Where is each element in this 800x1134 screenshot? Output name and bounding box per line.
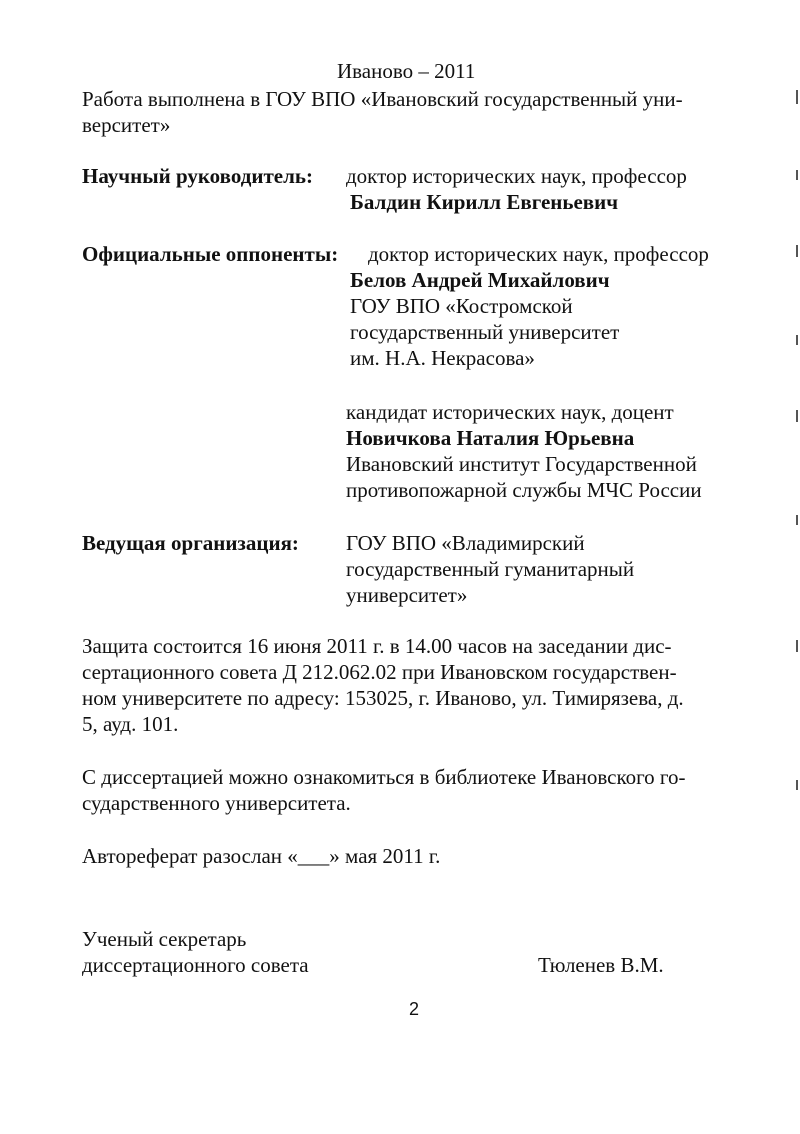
opponent-2-name: Новичкова Наталия Юрьевна (346, 426, 635, 450)
opponent-2-degree: кандидат исторических наук, доцент (346, 400, 674, 424)
supervisor-label: Научный руководитель: (82, 164, 313, 188)
scan-edge-mark (796, 640, 798, 652)
opponent-2-org-line-2: противопожарной службы МЧС России (346, 478, 702, 502)
defense-line-2: сертационного совета Д 212.062.02 при Ивановском государствен- (82, 660, 677, 684)
work-done-line-2: верситет» (82, 113, 171, 137)
leading-org-line-2: государственный гуманитарный (346, 557, 635, 581)
mailing-date: Автореферат разослан «___» мая 2011 г. (82, 844, 441, 868)
library-line-2: сударственного университета. (82, 791, 351, 815)
secretary-title-line-1: Ученый секретарь (82, 927, 247, 951)
work-done-line-1: Работа выполнена в ГОУ ВПО «Ивановский государственный уни- (82, 87, 683, 111)
opponent-1-org-line-3: им. Н.А. Некрасова» (350, 346, 535, 370)
defense-line-1: Защита состоится 16 июня 2011 г. в 14.00 часов на заседании дис- (82, 634, 672, 658)
opponent-1-name: Белов Андрей Михайлович (350, 268, 610, 292)
defense-line-3: ном университете по адресу: 153025, г. Иваново, ул. Тимирязева, д. (82, 686, 684, 710)
city-year-heading: Иваново – 2011 (337, 59, 476, 83)
page-number: 2 (409, 999, 420, 1019)
scan-edge-mark (796, 170, 798, 180)
scan-edge-mark (796, 410, 798, 422)
supervisor-degree: доктор исторических наук, профессор (346, 164, 687, 188)
scan-edge-mark (796, 780, 798, 790)
scan-edge-mark (796, 515, 798, 525)
scan-edge-mark (796, 245, 798, 257)
supervisor-name: Балдин Кирилл Евгеньевич (350, 190, 619, 214)
leading-org-line-1: ГОУ ВПО «Владимирский (346, 531, 585, 555)
opponents-label: Официальные оппоненты: (82, 242, 339, 266)
defense-line-4: 5, ауд. 101. (82, 712, 179, 736)
opponent-2-org-line-1: Ивановский институт Государственной (346, 452, 697, 476)
library-line-1: С диссертацией можно ознакомиться в библиотеке Ивановского го- (82, 765, 686, 789)
scan-edge-mark (796, 335, 798, 345)
leading-org-label: Ведущая организация: (82, 531, 299, 555)
leading-org-line-3: университет» (346, 583, 468, 607)
opponent-1-degree: доктор исторических наук, профессор (368, 242, 709, 266)
opponent-1-org-line-2: государственный университет (350, 320, 620, 344)
secretary-name: Тюленев В.М. (538, 953, 664, 977)
opponent-1-org-line-1: ГОУ ВПО «Костромской (350, 294, 573, 318)
scan-edge-mark (796, 90, 798, 104)
secretary-title-line-2: диссертационного совета (82, 953, 309, 977)
